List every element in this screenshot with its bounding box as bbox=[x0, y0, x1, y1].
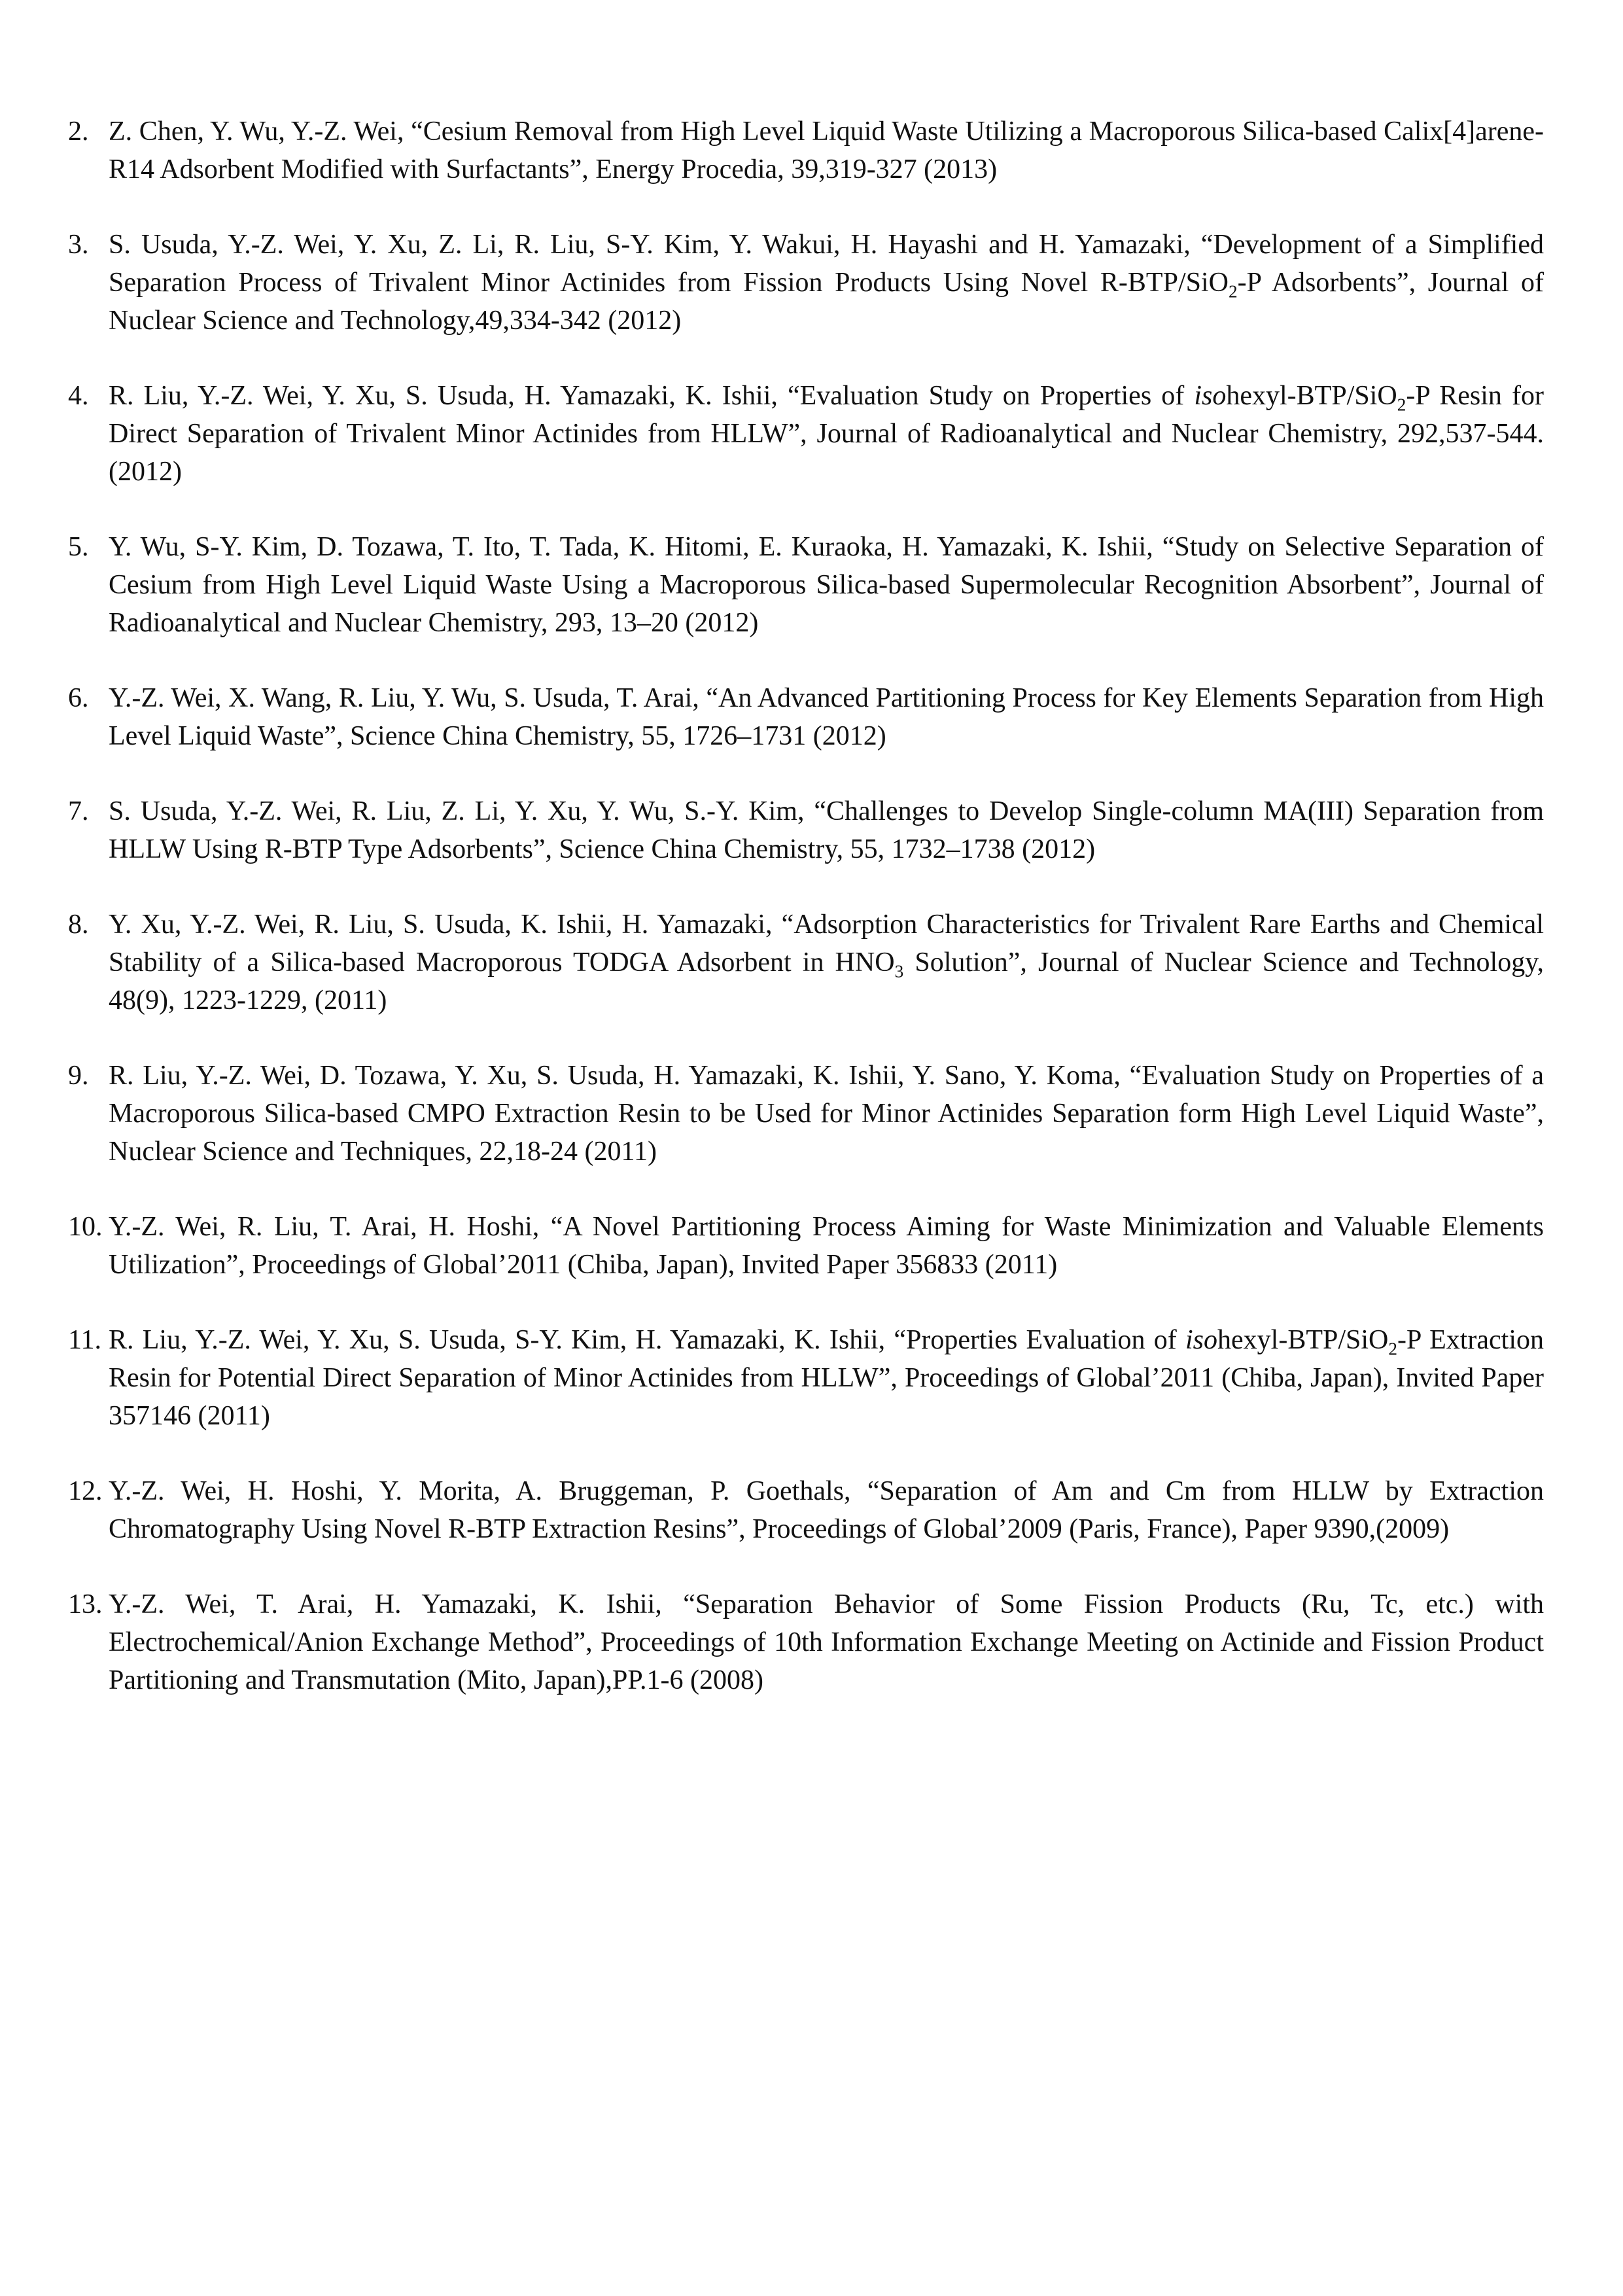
reference-text bbox=[109, 1208, 1544, 1284]
reference-text-segment: Y.-Z. Wei, R. Liu, T. Arai, H. Hoshi, “A Novel Partitioning Process Aiming for Waste Minimization and Valuable Elements Utilization”, Proceedings of Global’2011 (Chiba, Japan), Invited Paper 356833 (2011) bbox=[109, 1212, 1544, 1280]
reference-text-segment-sub: 2 bbox=[1388, 1339, 1398, 1359]
reference-text-segment: -P Extraction Resin for Potential Direct Separation of Minor Actinides from HLLW”, Proceedings of Global’2011 (Chiba, Japan), Invited Paper 357146 (2011) bbox=[109, 1325, 1544, 1431]
reference-text bbox=[109, 113, 1544, 188]
reference-text-segment: R. Liu, Y.-Z. Wei, Y. Xu, S. Usuda, S-Y. Kim, H. Yamazaki, K. Ishii, “Properties Evaluation of bbox=[109, 1325, 1185, 1355]
reference-text bbox=[109, 377, 1544, 491]
reference-text-segment: R. Liu, Y.-Z. Wei, D. Tozawa, Y. Xu, S. Usuda, H. Yamazaki, K. Ishii, Y. Sano, Y. Koma, “Evaluation Study on Properties of a Macroporous Silica-based CMPO Extraction Resin to be Used for Minor Actinides Separation form High Level Liquid Waste”, Nuclear Science and Techniques, 22,18-24 (2011) bbox=[109, 1061, 1544, 1167]
reference-text-segment: Y.-Z. Wei, X. Wang, R. Liu, Y. Wu, S. Usuda, T. Arai, “An Advanced Partitioning Process for Key Elements Separation from High Level Liquid Waste”, Science China Chemistry, 55, 1726–1731 (2012) bbox=[109, 683, 1544, 751]
reference-text bbox=[109, 1057, 1544, 1171]
reference-text-segment: hexyl-BTP/SiO bbox=[1217, 1325, 1389, 1355]
reference-number: 2. bbox=[68, 116, 89, 147]
reference-text-segment: hexyl-BTP/SiO bbox=[1226, 381, 1397, 411]
reference-item bbox=[68, 113, 1544, 188]
reference-text bbox=[109, 1585, 1544, 1699]
reference-item bbox=[68, 226, 1544, 340]
reference-item bbox=[68, 1321, 1544, 1435]
reference-item bbox=[68, 528, 1544, 642]
reference-item bbox=[68, 1472, 1544, 1548]
reference-text-segment-sub: 2 bbox=[1397, 395, 1406, 415]
reference-text-segment: S. Usuda, Y.-Z. Wei, Y. Xu, Z. Li, R. Liu, S-Y. Kim, Y. Wakui, H. Hayashi and H. Yamazaki, “Development of a Simplified Separation Process of Trivalent Minor Actinides from Fission Products Using Novel R-BTP/SiO bbox=[109, 230, 1544, 298]
reference-text-segment: -P Adsorbents”, Journal of Nuclear Science and Technology,49,334-342 (2012) bbox=[109, 268, 1544, 336]
reference-number: 13. bbox=[68, 1589, 103, 1619]
reference-text-segment: Y. Xu, Y.-Z. Wei, R. Liu, S. Usuda, K. Ishii, H. Yamazaki, “Adsorption Characteristics for Trivalent Rare Earths and Chemical Stability of a Silica-based Macroporous TODGA Adsorbent in HNO bbox=[109, 910, 1544, 978]
reference-text-segment: Y. Wu, S-Y. Kim, D. Tozawa, T. Ito, T. Tada, K. Hitomi, E. Kuraoka, H. Yamazaki, K. Ishii, “Study on Selective Separation of Cesium from High Level Liquid Waste Using a Macroporous Silica-based Supermolecular Recognition Absorbent”, Journal of Radioanalytical and Nuclear Chemistry, 293, 13–20 (2012) bbox=[109, 532, 1544, 638]
reference-text-segment: -P Resin for Direct Separation of Trivalent Minor Actinides from HLLW”, Journal of Radioanalytical and Nuclear Chemistry, 292,537-544. (2012) bbox=[109, 381, 1544, 487]
reference-text bbox=[109, 528, 1544, 642]
reference-text-segment: Solution”, Journal of Nuclear Science and Technology, 48(9), 1223-1229, (2011) bbox=[109, 947, 1544, 1016]
reference-item bbox=[68, 1208, 1544, 1284]
reference-item bbox=[68, 792, 1544, 868]
reference-number: 9. bbox=[68, 1061, 89, 1091]
reference-text-segment-italic: iso bbox=[1194, 381, 1227, 411]
reference-text-segment-sub: 3 bbox=[894, 961, 904, 981]
reference-text-segment-sub: 2 bbox=[1228, 281, 1238, 302]
reference-text-segment-italic: iso bbox=[1185, 1325, 1218, 1355]
reference-number: 8. bbox=[68, 910, 89, 940]
reference-text bbox=[109, 679, 1544, 755]
reference-number: 11. bbox=[68, 1325, 101, 1355]
reference-item bbox=[68, 1585, 1544, 1699]
reference-number: 3. bbox=[68, 230, 89, 260]
reference-number: 6. bbox=[68, 683, 89, 713]
reference-number: 12. bbox=[68, 1476, 103, 1506]
reference-list bbox=[68, 113, 1544, 1737]
reference-number: 10. bbox=[68, 1212, 103, 1242]
reference-text bbox=[109, 792, 1544, 868]
reference-text-segment: S. Usuda, Y.-Z. Wei, R. Liu, Z. Li, Y. Xu, Y. Wu, S.-Y. Kim, “Challenges to Develop Single-column MA(III) Separation from HLLW Using R-BTP Type Adsorbents”, Science China Chemistry, 55, 1732–1738 (2012) bbox=[109, 796, 1544, 864]
reference-text bbox=[109, 1472, 1544, 1548]
reference-text-segment: R. Liu, Y.-Z. Wei, Y. Xu, S. Usuda, H. Yamazaki, K. Ishii, “Evaluation Study on Properties of bbox=[109, 381, 1195, 411]
reference-item bbox=[68, 679, 1544, 755]
reference-item bbox=[68, 377, 1544, 491]
reference-text bbox=[109, 906, 1544, 1019]
reference-item bbox=[68, 1057, 1544, 1171]
reference-text-segment: Y.-Z. Wei, T. Arai, H. Yamazaki, K. Ishii, “Separation Behavior of Some Fission Products (Ru, Tc, etc.) with Electrochemical/Anion Exchange Method”, Proceedings of 10th Information Exchange Meeting on Actinide and Fission Product Partitioning and Transmutation (Mito, Japan),PP.1-6 (2008) bbox=[109, 1589, 1544, 1695]
reference-text-segment: Z. Chen, Y. Wu, Y.-Z. Wei, “Cesium Removal from High Level Liquid Waste Utilizing a Macroporous Silica-based Calix[4]arene-R14 Adsorbent Modified with Surfactants”, Energy Procedia, 39,319-327 (2013) bbox=[109, 116, 1544, 185]
reference-number: 5. bbox=[68, 532, 89, 562]
reference-text-segment: Y.-Z. Wei, H. Hoshi, Y. Morita, A. Bruggeman, P. Goethals, “Separation of Am and Cm from HLLW by Extraction Chromatography Using Novel R-BTP Extraction Resins”, Proceedings of Global’2009 (Paris, France), Paper 9390,(2009) bbox=[109, 1476, 1544, 1544]
reference-text bbox=[109, 1321, 1544, 1435]
reference-number: 7. bbox=[68, 796, 89, 826]
reference-text bbox=[109, 226, 1544, 340]
reference-item bbox=[68, 906, 1544, 1019]
reference-number: 4. bbox=[68, 381, 89, 411]
